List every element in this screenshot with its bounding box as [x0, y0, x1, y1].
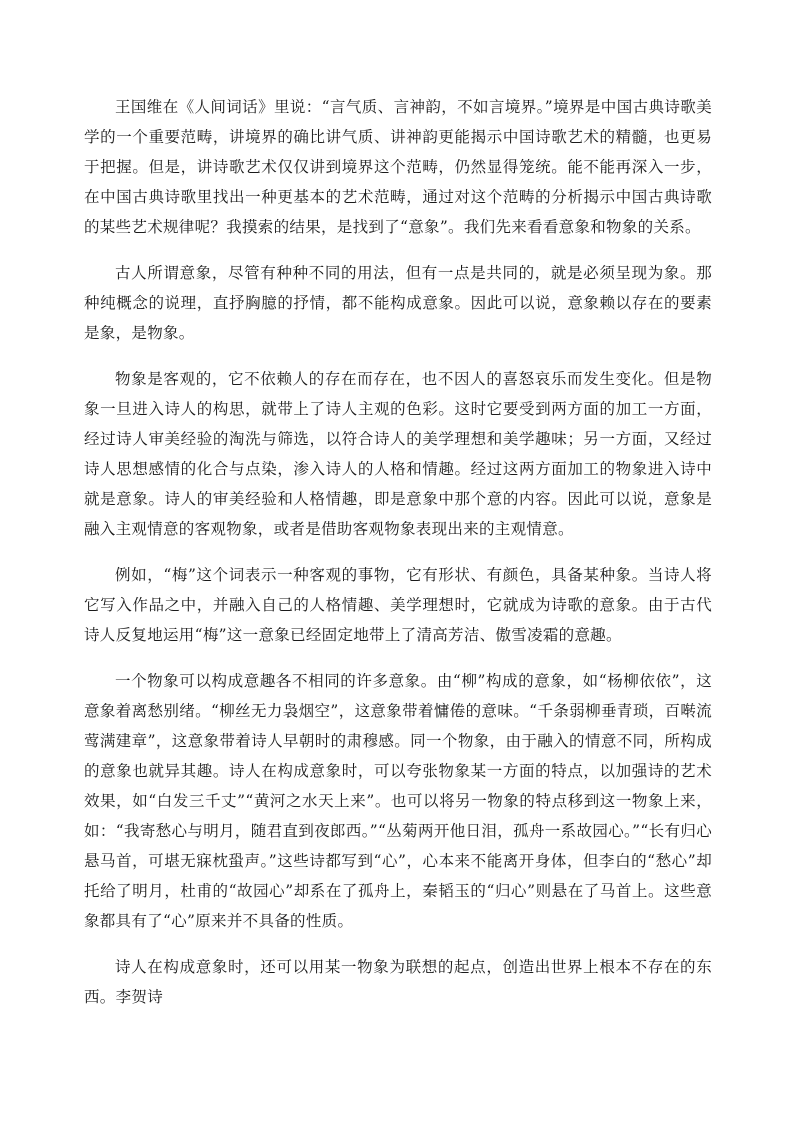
- paragraph-2: 古人所谓意象，尽管有种种不同的用法，但有一点是共同的，就是必须呈现为象。那种纯概念的说理，直抒胸臆的抒情，都不能构成意象。因此可以说，意象赖以存在的要素是象，是物象。: [84, 264, 712, 342]
- paragraph-1: 王国维在《人间词话》里说：“言气质、言神韵，不如言境界。”境界是中国古典诗歌美学的一个重要范畴，讲境界的确比讲气质、讲神韵更能揭示中国诗歌艺术的精髓，也更易于把握。但是，讲诗歌艺术仅仅讲到境界这个范畴，仍然显得笼统。能不能再深入一步，在中国古典诗歌里找出一种更基本的艺术范畴，通过对这个范畴的分析揭示中国古典诗歌的某些艺术规律呢？我摸索的结果，是找到了“意象”。我们先来看看意象和物象的关系。: [84, 98, 712, 236]
- paragraph-6: 诗人在构成意象时，还可以用某一物象为联想的起点，创造出世界上根本不存在的东西。李贺诗: [84, 958, 712, 1006]
- paragraph-5: 一个物象可以构成意趣各不相同的许多意象。由“柳”构成的意象，如“杨柳依依”，这意象着离愁别绪。“柳丝无力袅烟空”，这意象带着慵倦的意味。“千条弱柳垂青琐，百啭流莺满建章”，这意象带着诗人早朝时的肃穆感。同一个物象，由于融入的情意不同，所构成的意象也就异其趣。诗人在构成意象时，可以夸张物象某一方面的特点，以加强诗的艺术效果，如“白发三千丈”“黄河之水天上来”。也可以将另一物象的特点移到这一物象上来，如：“我寄愁心与明月，随君直到夜郎西。”“丛菊两开他日泪，孤舟一系故园心。”“长有归心悬马首，可堪无寐枕蛩声。”这些诗都写到“心”，心本来不能离开身体，但李白的“愁心”却托给了明月，杜甫的“故园心”却系在了孤舟上，秦韬玉的“归心”则悬在了马首上。这些意象都具有了“心”原来并不具备的性质。: [84, 672, 712, 930]
- paragraph-4: 例如，“梅”这个词表示一种客观的事物，它有形状、有颜色，具备某种象。当诗人将它写入作品之中，并融入自己的人格情趣、美学理想时，它就成为诗歌的意象。由于古代诗人反复地运用“梅”这一意象已经固定地带上了清高芳洁、傲雪凌霜的意趣。: [84, 566, 712, 644]
- document-body: [84, 92, 712, 1028]
- paragraph-3: 物象是客观的，它不依赖人的存在而存在，也不因人的喜怒哀乐而发生变化。但是物象一旦进入诗人的构思，就带上了诗人主观的色彩。这时它要受到两方面的加工一方面，经过诗人审美经验的淘洗与筛选，以符合诗人的美学理想和美学趣味；另一方面，又经过诗人思想感情的化合与点染，渗入诗人的人格和情趣。经过这两方面加工的物象进入诗中就是意象。诗人的审美经验和人格情趣，即是意象中那个意的内容。因此可以说，意象是融入主观情意的客观物象，或者是借助客观物象表现出来的主观情意。: [84, 370, 712, 538]
